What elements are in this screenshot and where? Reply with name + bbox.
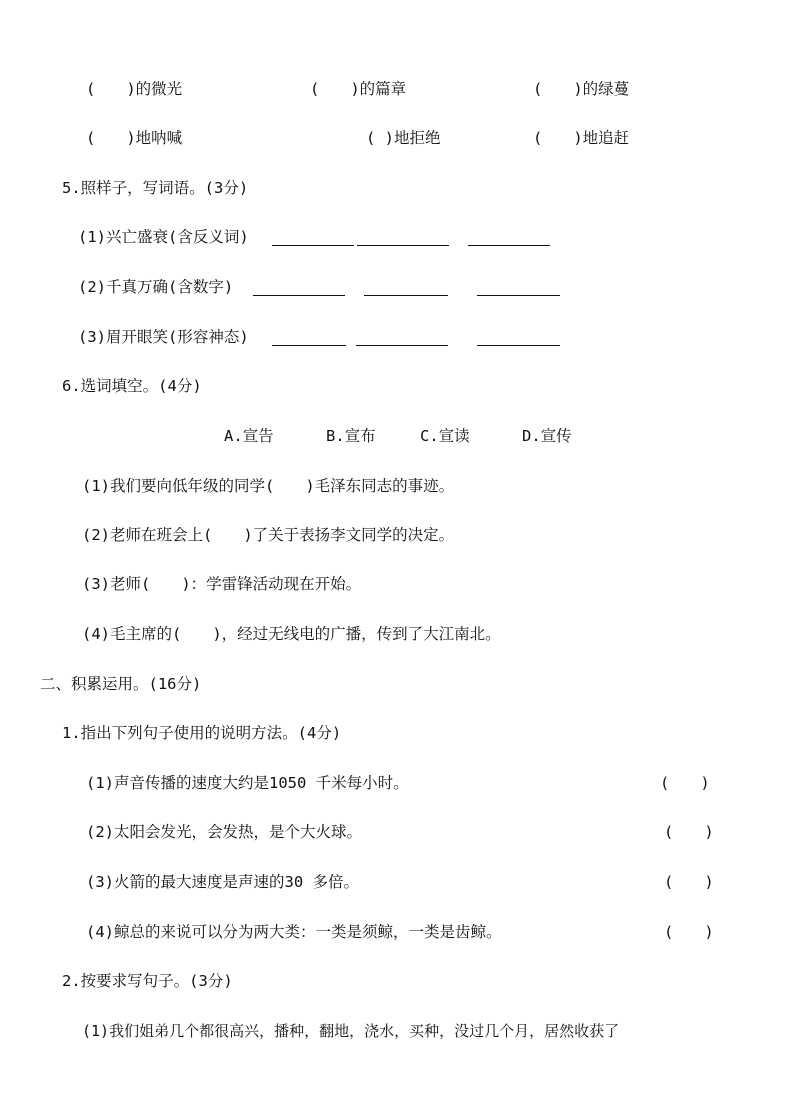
s2-q1-item: (1)声音传播的速度大约是1050 千米每小时。 (86, 774, 409, 792)
q4-item: ( )的微光 (86, 80, 183, 98)
answer-blank[interactable] (477, 331, 560, 346)
q6-item: (3)老师( )：学雷锋活动现在开始。 (82, 575, 362, 593)
section-title: 二、积累运用。(16分) (40, 675, 202, 693)
option-d: D.宣传 (522, 427, 572, 445)
answer-bracket[interactable]: ( ) (664, 873, 714, 891)
answer-bracket[interactable]: ( ) (664, 923, 714, 941)
question-title: 1.指出下列句子使用的说明方法。(4分) (62, 724, 342, 742)
option-b: B.宣布 (326, 427, 376, 445)
answer-blank[interactable] (272, 231, 354, 246)
q5-item-label: (2)千真万确(含数字) (78, 278, 234, 296)
answer-bracket[interactable]: ( ) (660, 774, 710, 792)
answer-blank[interactable] (468, 231, 550, 246)
answer-blank[interactable] (364, 281, 448, 296)
q4-item: ( )地拒绝 (366, 129, 441, 147)
s2-q1-item: (4)鲸总的来说可以分为两大类：一类是须鲸，一类是齿鲸。 (86, 923, 502, 941)
option-a: A.宣告 (224, 427, 274, 445)
q4-item: ( )的绿蔓 (533, 80, 630, 98)
answer-blank[interactable] (477, 281, 560, 296)
s2-q1-item: (2)太阳会发光，会发热，是个大火球。 (86, 823, 362, 841)
q5-item (78, 277, 233, 297)
answer-blank[interactable] (253, 281, 345, 296)
question-title: 2.按要求写句子。(3分) (62, 972, 233, 990)
s2-q2-item: (1)我们姐弟几个都很高兴，播种，翻地，浇水，买种，没过几个月，居然收获了 (82, 1022, 620, 1040)
q5-item-label: (1)兴亡盛衰(含反义词) (78, 228, 249, 246)
question-title: 5.照样子，写词语。(3分) (62, 179, 249, 197)
q6-item: (4)毛主席的( )，经过无线电的广播，传到了大江南北。 (82, 625, 501, 643)
answer-blank[interactable] (356, 331, 448, 346)
q6-item: (1)我们要向低年级的同学( )毛泽东同志的事迹。 (82, 477, 455, 495)
q5-item (78, 227, 249, 247)
option-c: C.宣读 (420, 427, 470, 445)
s2-q1-item: (3)火箭的最大速度是声速的30 多倍。 (86, 873, 359, 891)
q4-item: ( )的篇章 (310, 80, 407, 98)
q5-item (78, 327, 249, 347)
q4-item: ( )地追赶 (533, 129, 630, 147)
q4-item: ( )地呐喊 (86, 129, 183, 147)
answer-bracket[interactable]: ( ) (664, 823, 714, 841)
q5-item-label: (3)眉开眼笑(形容神态) (78, 328, 249, 346)
answer-blank[interactable] (272, 331, 346, 346)
answer-blank[interactable] (357, 231, 449, 246)
question-title: 6.选词填空。(4分) (62, 377, 202, 395)
q6-item: (2)老师在班会上( )了关于表扬李文同学的决定。 (82, 526, 455, 544)
